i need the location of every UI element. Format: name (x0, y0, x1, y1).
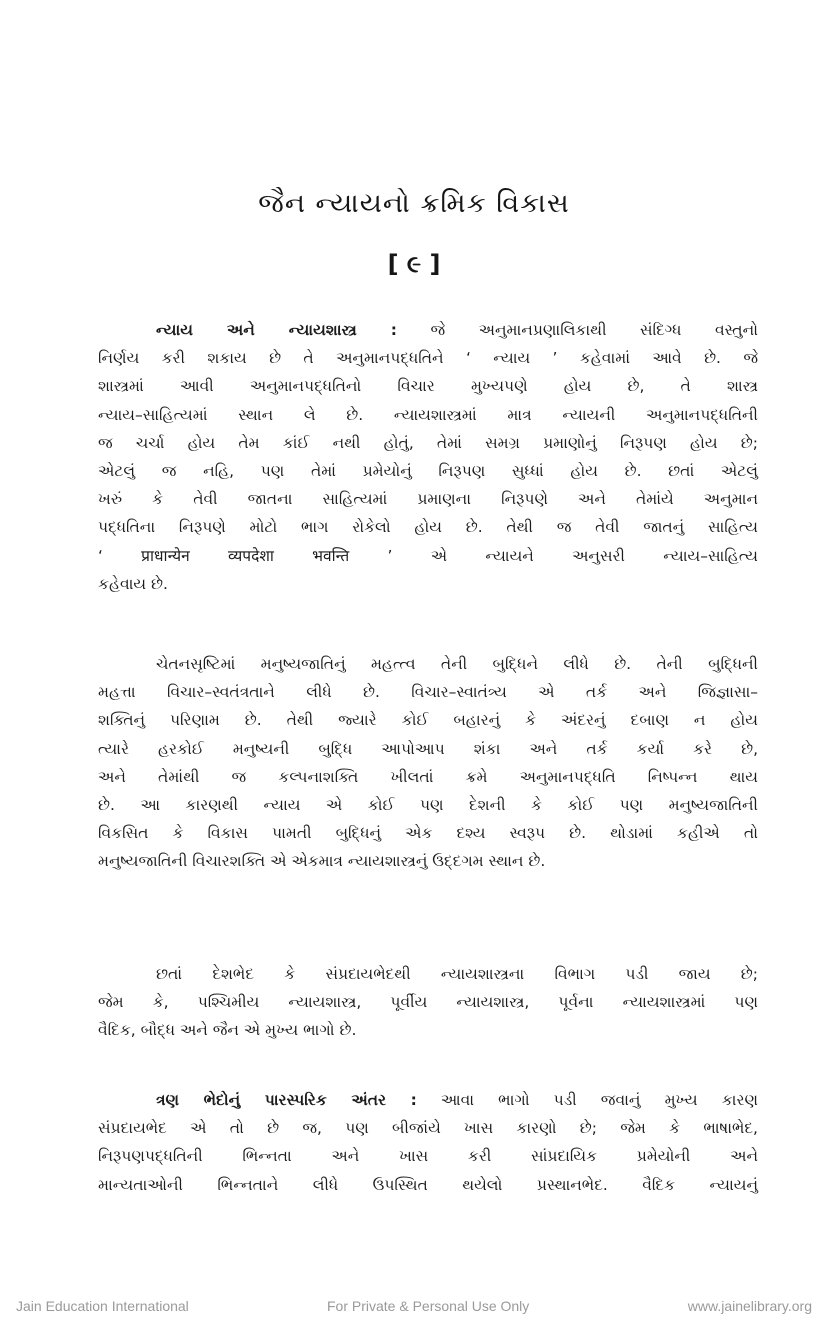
text-line: જ ચર્ચા હોય તેમ કાંઈ નથી હોતું, તેમાં સમગ્ર પ્રમાણોનું નિરૂપણ હોય છે; (98, 433, 758, 452)
chapter-number: [ ૯ ] (387, 250, 441, 278)
text-line: છતાં દેશભેદ કે સંપ્રદાયભેદથી ન્યાયશાસ્ત્રના વિભાગ પડી જાય છે; (156, 965, 758, 983)
text-line: એટલું જ નહિ, પણ તેમાં પ્રમેયોનું નિરૂપણ સુધ્ધાં હોય છે. છતાં એટલું (98, 462, 758, 481)
text-line: ચેતનસૃષ્ટિમાં મનુષ્યજાતિનું મહત્ત્વ તેની બુદ્ધિને લીધે છે. તેની બુદ્ધિની (156, 655, 758, 673)
footer-usage-notice: For Private & Personal Use Only (327, 1298, 530, 1314)
text-line: છે. આ કારણથી ન્યાય એ કોઈ પણ દેશની કે કોઈ પણ મનુષ્યજાતિની (98, 796, 758, 815)
section-heading: ત્રણ ભેદોનું પારસ્પરિક અંતર : (156, 1091, 417, 1109)
text-line: નિરૂપણપદ્ધતિની ભિન્નતા અને ખાસ કરી સાંપ્રદાયિક પ્રમેયોની અને (98, 1147, 758, 1166)
text-line: ખરું કે તેવી જાતના સાહિત્યમાં પ્રમાણના નિરૂપણે અને તેમાંયે અનુમાન (98, 490, 758, 509)
text-line: ત્યારે હરકોઈ મનુષ્યની બુદ્ધિ આપોઆપ શંકા અને તર્ક કર્યા કરે છે, (98, 739, 758, 758)
page-footer (0, 1298, 828, 1318)
text-line: નિર્ણય કરી શકાય છે તે અનુમાનપદ્ધતિને ‘ ન્યાય ’ કહેવામાં આવે છે. જે (98, 349, 758, 368)
text-line-content: જે અનુમાનપ્રણાલિકાથી સંદિગ્ધ વસ્તુનો (396, 321, 758, 339)
paragraph-human-reasoning (98, 650, 758, 876)
text-line (98, 316, 758, 344)
text-line: શક્તિનું પરિણામ છે. તેથી જ્યારે કોઈ બહારનું કે અંદરનું દબાણ ન હોય (98, 711, 758, 730)
text-line-content: આવા ભાગો પડી જવાનું મુખ્ય કારણ (416, 1091, 758, 1109)
text-line: વૈદિક, બૌદ્ધ અને જૈન એ મુખ્ય ભાગો છે. (98, 1021, 357, 1040)
text-line: કહેવાય છે. (98, 574, 168, 593)
footer-website-link[interactable]: www.jainelibrary.org (687, 1298, 812, 1314)
page-title: જૈન ન્યાયનો ક્રમિક વિકાસ (258, 188, 570, 219)
section-heading: ન્યાય અને ન્યાયશાસ્ત્ર : (156, 321, 397, 339)
paragraph-mutual-difference (98, 1086, 758, 1199)
text-line: ‘ प्राधान्येन व्यपदेशा भवन्ति ’ એ ન્યાયને અનુસરી ન્યાય–સાહિત્ય (98, 546, 758, 565)
text-line: ન્યાય–સાહિત્યમાં સ્થાન લે છે. ન્યાયશાસ્ત્રમાં માત્ર ન્યાયની અનુમાનપદ્ધતિની (98, 405, 758, 424)
text-line: જેમ કે, પશ્ચિમીય ન્યાયશાસ્ત્ર, પૂર્વીય ન્યાયશાસ્ત્ર, પૂર્વના ન્યાયશાસ્ત્રમાં પણ (98, 993, 758, 1012)
text-line: મહત્તા વિચાર–સ્વતંત્રતાને લીધે છે. વિચાર–સ્વાતંત્ર્ય એ તર્ક અને જિજ્ઞાસા– (98, 683, 758, 702)
text-line: સંપ્રદાયભેદ એ તો છે જ, પણ બીજાંયે ખાસ કારણો છે; જેમ કે ભાષાભેદ, (98, 1119, 758, 1138)
paragraph-divisions (98, 960, 758, 1045)
footer-publisher: Jain Education International (16, 1298, 189, 1314)
text-line: માન્યતાઓની ભિન્નતાને લીધે ઉપસ્થિત થયેલો પ્રસ્થાનભેદ. વૈદિક ન્યાયનું (98, 1175, 758, 1194)
text-line: મનુષ્યજાતિની વિચારશક્તિ એ એકમાત્ર ન્યાયશાસ્ત્રનું ઉદ્દગમ સ્થાન છે. (98, 852, 546, 871)
paragraph-nyaya-and-nyayashastra (98, 316, 758, 598)
text-line: શાસ્ત્રમાં આવી અનુમાનપદ્ધતિનો વિચાર મુખ્યપણે હોય છે, તે શાસ્ત્ર (98, 377, 758, 396)
text-line: વિકસિત કે વિકાસ પામતી બુદ્ધિનું એક દશ્ય સ્વરૂપ છે. થોડામાં કહીએ તો (98, 824, 758, 843)
text-line (98, 1086, 758, 1114)
text-line: પદ્ધતિના નિરૂપણે મોટો ભાગ રોકેલો હોય છે. તેથી જ તેવી જાતનું સાહિત્ય (98, 518, 758, 537)
text-line: અને તેમાંથી જ કલ્પનાશક્તિ ખીલતાં ક્રમે અનુમાનપદ્ધતિ નિષ્પન્ન થાય (98, 767, 758, 786)
